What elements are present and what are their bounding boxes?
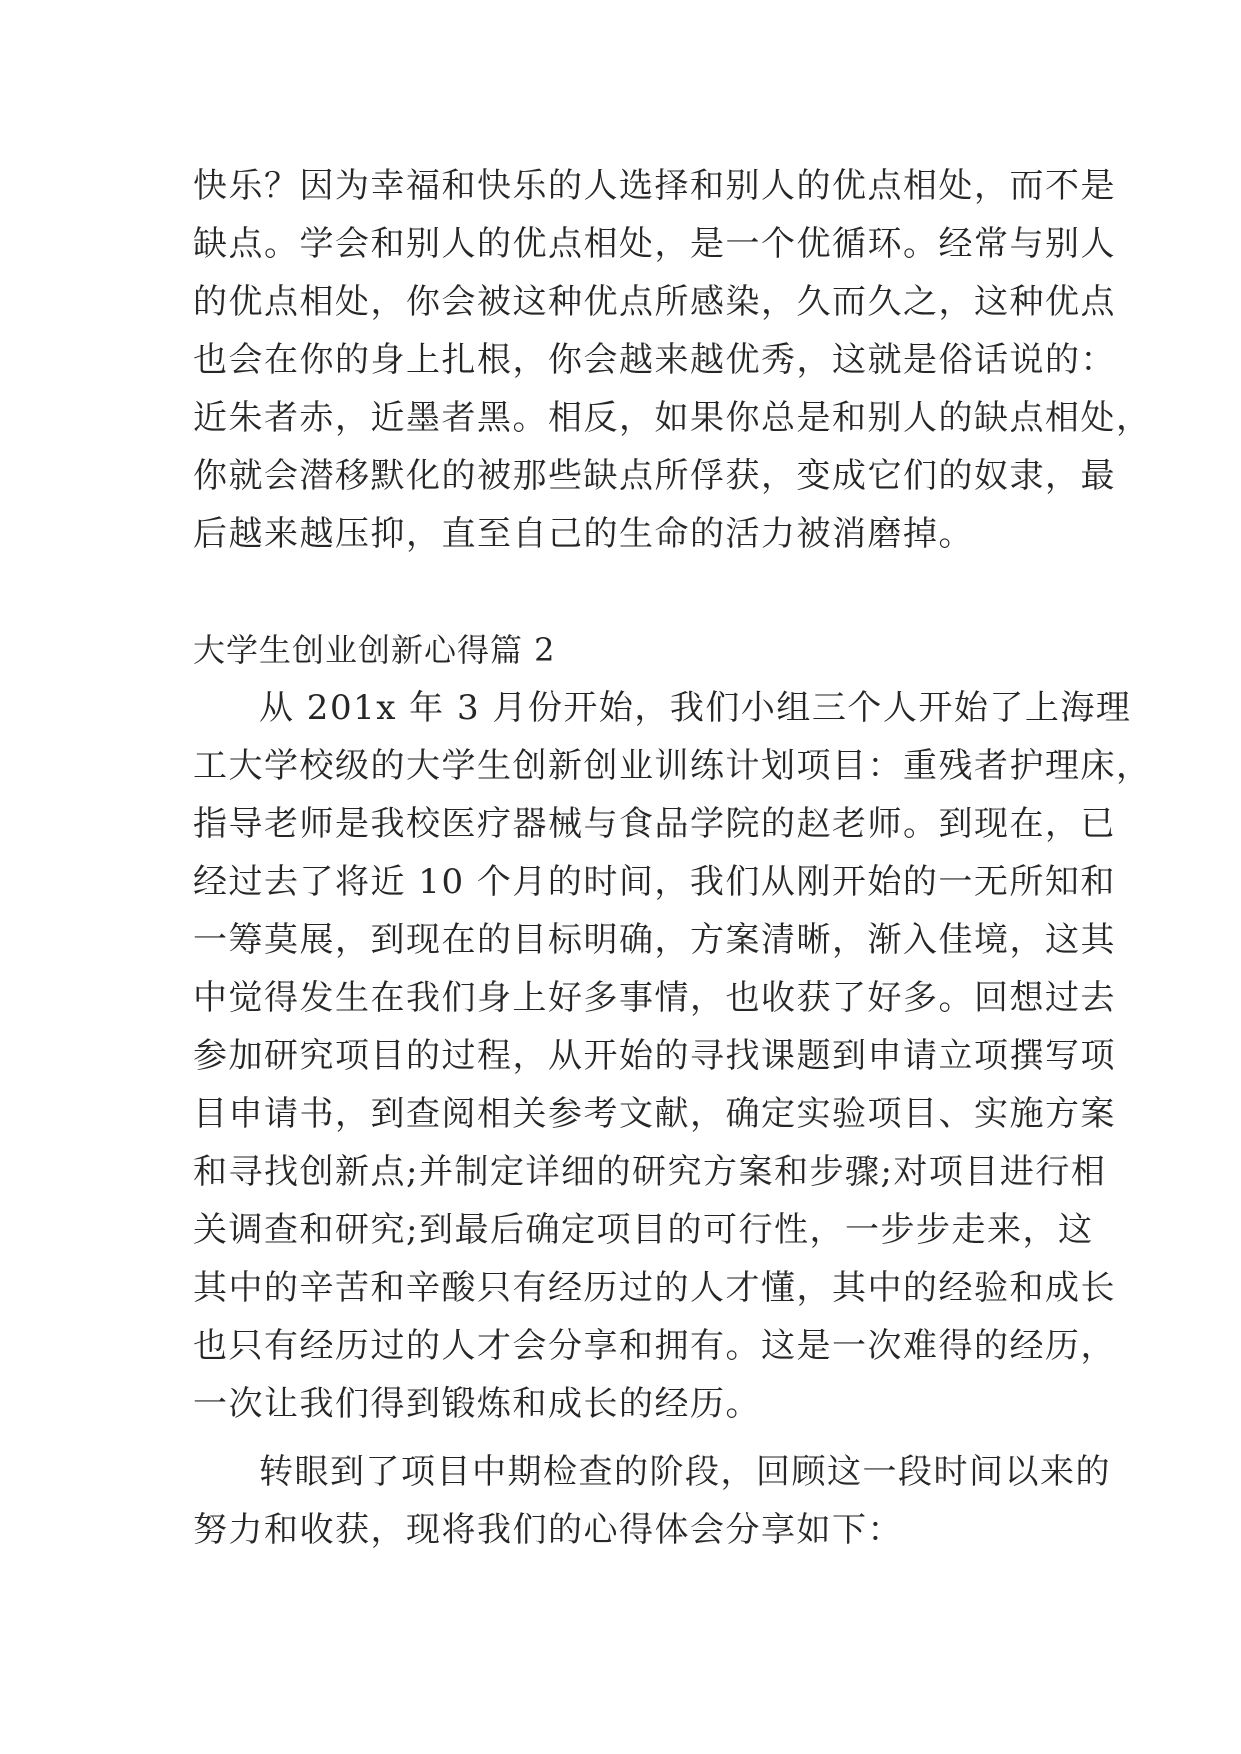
text-line: 快乐？因为幸福和快乐的人选择和别人的优点相处，而不是 [193,166,1116,206]
text-line: 也会在你的身上扎根，你会越来越优秀，这就是俗话说的： [193,340,1116,380]
text-line: 后越来越压抑，直至自己的生命的活力被消磨掉。 [193,514,974,554]
text-line: 从 201x 年 3 月份开始，我们小组三个人开始了上海理 [259,688,1132,728]
text-line: 近朱者赤，近墨者黑。相反，如果你总是和别人的缺点相处， [193,398,1152,438]
text-line: 你就会潜移默化的被那些缺点所俘获，变成它们的奴隶，最 [193,456,1116,496]
text-line: 参加研究项目的过程，从开始的寻找课题到申请立项撰写项 [193,1036,1116,1076]
text-line: 经过去了将近 10 个月的时间，我们从刚开始的一无所知和 [193,862,1116,902]
text-line: 关调查和研究;到最后确定项目的可行性，一步步走来，这 [193,1210,1094,1250]
text-line: 其中的辛苦和辛酸只有经历过的人才懂，其中的经验和成长 [193,1268,1116,1308]
text-line: 工大学校级的大学生创新创业训练计划项目：重残者护理床， [193,746,1152,786]
text-line: 一次让我们得到锻炼和成长的经历。 [193,1384,761,1424]
text-line: 一筹莫展，到现在的目标明确，方案清晰，渐入佳境，这其 [193,920,1116,960]
text-line: 目申请书，到查阅相关参考文献，确定实验项目、实施方案 [193,1094,1116,1134]
text-line: 的优点相处，你会被这种优点所感染，久而久之，这种优点 [193,282,1116,322]
text-line: 指导老师是我校医疗器械与食品学院的赵老师。到现在，已 [193,804,1116,844]
text-line: 和寻找创新点;并制定详细的研究方案和步骤;对项目进行相 [193,1152,1107,1192]
text-line: 努力和收获，现将我们的心得体会分享如下： [193,1510,903,1550]
text-line: 转眼到了项目中期检查的阶段，回顾这一段时间以来的 [259,1452,1111,1492]
section-title: 大学生创业创新心得篇 2 [193,631,556,669]
text-line: 也只有经历过的人才会分享和拥有。这是一次难得的经历， [193,1326,1116,1366]
text-line: 中觉得发生在我们身上好多事情，也收获了好多。回想过去 [193,978,1116,1018]
text-line: 缺点。学会和别人的优点相处，是一个优循环。经常与别人 [193,224,1116,264]
